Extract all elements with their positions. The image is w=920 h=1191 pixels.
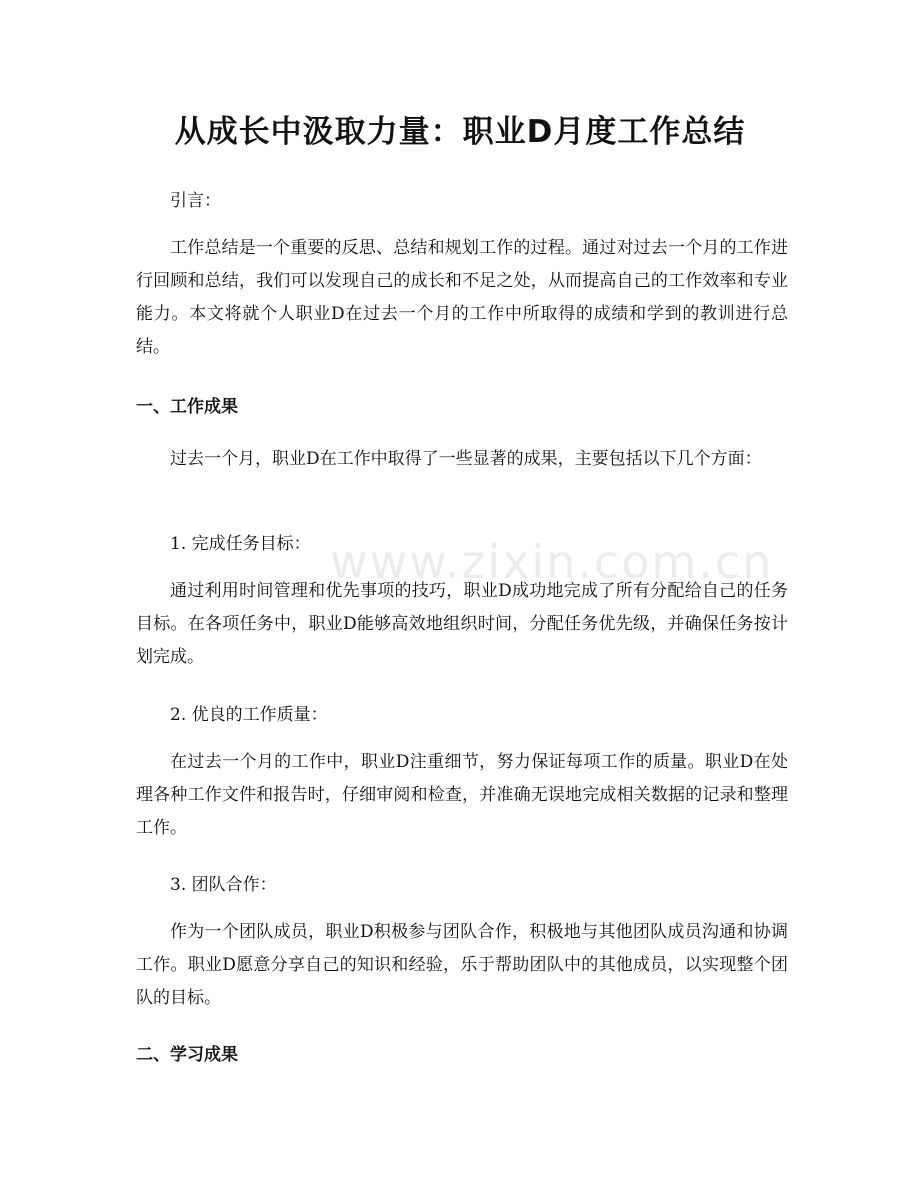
intro-label: 引言： (170, 191, 221, 211)
item1-paragraph: 通过利用时间管理和优先事项的技巧，职业D成功地完成了所有分配给自己的任务目标。在各项任务中，职业D能够高效地组织时间，分配任务优先级，并确保任务按计划完成。 (136, 581, 788, 667)
item3-paragraph: 作为一个团队成员，职业D积极参与团队合作，积极地与其他团队成员沟通和协调工作。职业D愿意分享自己的知识和经验，乐于帮助团队中的其他成员，以实现整个团队的目标。 (136, 922, 788, 1008)
section-heading-learning-results: 二、学习成果 (136, 1045, 238, 1065)
section-heading-work-results: 一、工作成果 (136, 397, 238, 417)
item2-label: 2. 优良的工作质量： (170, 705, 328, 725)
watermark: www.zixin.com.cn (330, 535, 774, 589)
section1-intro-paragraph: 过去一个月，职业D在工作中取得了一些显著的成果，主要包括以下几个方面： (170, 449, 762, 469)
item3-label: 3. 团队合作： (170, 875, 277, 895)
document-title: 从成长中汲取力量：职业D月度工作总结 (174, 114, 746, 150)
intro-paragraph: 工作总结是一个重要的反思、总结和规划工作的过程。通过对过去一个月的工作进行回顾和总结，我们可以发现自己的成长和不足之处，从而提高自己的工作效率和专业能力。本文将就个人职业D在过去一个月的工作中所取得的成绩和学到的教训进行总结。 (136, 238, 788, 357)
item1-label: 1. 完成任务目标： (170, 534, 311, 554)
item2-paragraph: 在过去一个月的工作中，职业D注重细节，努力保证每项工作的质量。职业D在处理各种工作文件和报告时，仔细审阅和检查，并准确无误地完成相关数据的记录和整理工作。 (136, 752, 788, 838)
